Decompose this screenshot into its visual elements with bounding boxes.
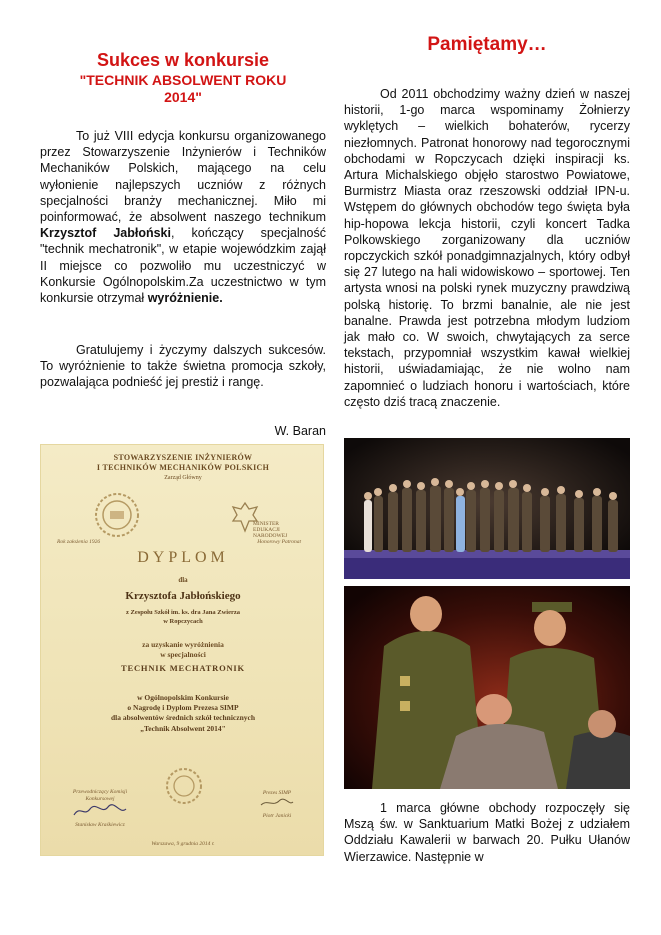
stage-photo-illustration — [344, 438, 630, 579]
paragraph-text: 1 marca główne obchody rozpoczęły się Mszą św. w Sanktuarium Matki Bożej z udziałem Oddziału Kawalerii w barwach 20. Pułku Ułanów Wierzawice. Następnie w — [344, 801, 630, 864]
diploma-left-signature — [65, 789, 135, 829]
diploma-org-sub: Zarząd Główny — [164, 475, 202, 481]
paragraph-text: Od 2011 obchodzimy ważny dzień w naszej historii, 1-go marca wspominamy Żołnierzy wyklętych – wielkich bohaterów, rycerzy niezłomnych. Patronat honorowy nad tegorocznymi obchodami w Ropczycach dzięki inspiracji ks. Artura Michalskiego objęło starostwo Powiatowe, Burmistrz Miasta oraz rzeszowski oddział IPN-u. Wstępem do głównych obchodów tego święta była hip-hopowa lekcja historii, czyli koncert Tadka Polkowskiego zorganizowany dla uczniów ropczyckich szkół ponadgimnazjalnych, który odbył się 27 lutego na hali widowiskowo – sportowej. Ten artysta wnosi na polski rynek muzyczny prawdziwą polską historię. To brzmi banalnie, ale nie jest banalne. Prawda jest potrzebna młodym ludziom jak mało co. W swoich, chwytających za serce tekstach, przypomniał wszystkim kawał wielkiej historii, uświadamiając, że nie wolno nam zapomnieć o ludziach honoru i wartościach, które często dziś tracą znaczenie. — [344, 87, 630, 409]
article-title: Sukces w konkursie — [96, 50, 270, 70]
handwritten-signature-icon — [70, 803, 130, 819]
minister-line: NARODOWEJ — [253, 533, 288, 539]
article-title: Pamiętamy… — [427, 34, 547, 55]
signature-name: Stanisław Kraśkiewicz — [75, 822, 125, 828]
minister-line: MINISTER — [253, 521, 279, 527]
diploma-date: Warszawa, 9 grudnia 2014 r. — [151, 841, 215, 847]
stage-group-photo — [344, 438, 630, 579]
diploma-right-signature — [249, 789, 305, 820]
school-line: z Zespołu Szkół im. ks. dra Jana Zwierza — [126, 609, 240, 616]
diploma-org-line: STOWARZYSZENIE INŻYNIERÓW — [113, 453, 253, 462]
diploma-contest — [41, 693, 325, 713]
student-name: Krzysztof Jabłoński — [40, 226, 171, 241]
diploma-org-line: I TECHNIKÓW MECHANIKÓW POLSKICH — [96, 463, 270, 472]
minister-line: EDUKACJI — [253, 527, 280, 533]
paragraph-text: To już VIII edycja konkursu organizowanego przez Stowarzyszenie Inżynierów i Techników Mechaników Polskich, mającego na celu wyłonienie najlepszych uczniów z różnych specjalności branży mechanicznej. Miło mi poinformować, że absolwent naszego technikum — [40, 129, 326, 225]
paragraph-text: , kończący specjalność "technik mechatronik", w etapie wojewódzkim zajął II miejsce co pozwoliło mu uczestniczyć w Konkursie Ogólnopolskim.Za uczestnictwo w tym konkursie otrzymał — [40, 226, 326, 306]
diploma-minister — [253, 521, 309, 539]
simp-logo-icon — [93, 491, 141, 539]
article-subtitle-line1: "TECHNIK ABSOLWENT ROKU — [79, 72, 287, 88]
contest-line: o Nagrodę i Dyplom Prezesa SIMP — [127, 703, 239, 712]
simp-seal-icon — [165, 767, 203, 805]
diploma-contest-title: „Technik Absolwent 2014" — [140, 724, 226, 733]
award-line: w specjalności — [160, 650, 206, 659]
article-subtitle — [40, 72, 326, 106]
author-signature: W. Baran — [274, 424, 326, 438]
diploma-contest-class: dla absolwentów średnich szkół technicznych — [110, 713, 256, 722]
article-paragraph-1 — [40, 128, 326, 306]
diploma-award — [41, 640, 325, 660]
school-line: w Ropczycach — [163, 618, 203, 625]
diploma-school — [41, 608, 325, 626]
article-paragraph-2 — [40, 342, 326, 391]
paragraph-text: Gratulujemy i życzymy dalszych sukcesów. To wyróżnienie to także świetna promocja szkoły, pozwalająca podnieść jej prestiż i rangę. — [40, 343, 326, 390]
article-subtitle-line2: 2014" — [164, 89, 202, 105]
contest-line: w Ogólnopolskim Konkursie — [137, 693, 229, 702]
diploma-organization — [41, 453, 325, 473]
article-paragraph-2 — [344, 800, 630, 865]
diploma-title: DYPLOM — [137, 549, 229, 566]
signature-role: Konkursowej — [85, 796, 115, 802]
stage-scene-photo — [344, 586, 630, 789]
diploma-for: dla — [178, 576, 188, 584]
award-line: za uzyskanie wyróżnienia — [142, 640, 224, 649]
diploma-recipient: Krzysztofa Jabłońskiego — [125, 590, 241, 602]
signature-name: Piotr Janicki — [262, 813, 292, 819]
award-text: wyróżnienie. — [147, 291, 223, 306]
scene-photo-illustration — [344, 586, 630, 789]
diploma-founded: Rok założenia 1926 — [57, 539, 101, 545]
signature-role: Prezes SIMP — [262, 790, 292, 796]
diploma-specialty: TECHNIK MECHATRONIK — [121, 663, 245, 673]
diploma-image — [40, 444, 324, 856]
handwritten-signature-icon — [257, 797, 297, 809]
diploma-patron: Honorowy Patronat — [257, 539, 301, 545]
signature-role: Przewodniczący Komisji — [72, 789, 128, 795]
article-paragraph-1 — [344, 86, 630, 410]
